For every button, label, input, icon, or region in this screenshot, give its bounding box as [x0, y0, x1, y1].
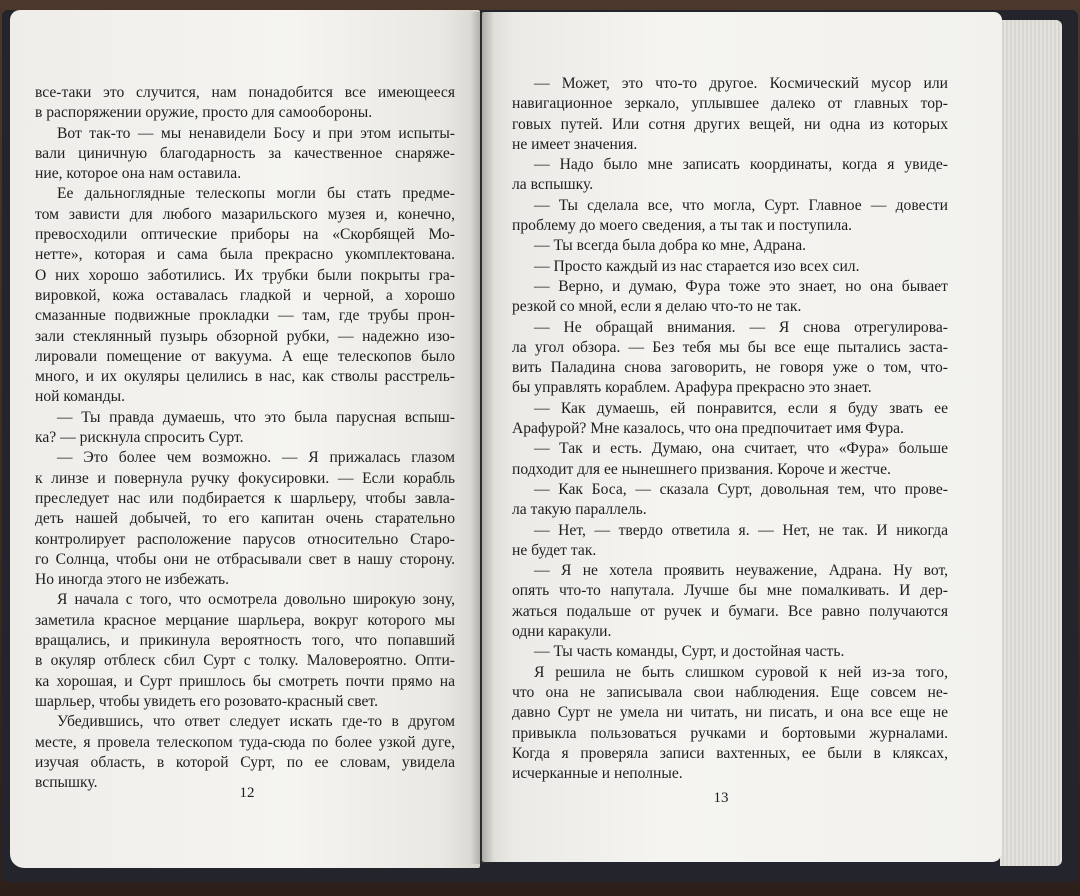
text-line: — Надо было мне записать координаты, когда я увиде- — [534, 156, 948, 174]
text-line: ла угол обзора. — Без тебя мы бы все еще пытались заста- — [512, 338, 948, 356]
text-line: изучая область, в которой Сурт, по ее словам, увидела — [35, 753, 455, 771]
text-line: — Это более чем возможно. — Я прижалась глазом — [57, 449, 455, 467]
text-line: — Ты сделала все, что могла, Сурт. Главное — довести — [534, 196, 948, 214]
text-line: к линзе и повернула ручку фокусировки. — Если корабль — [35, 469, 455, 487]
text-line: резкой со мной, если я делаю что-то не так. — [512, 298, 802, 316]
text-line: в окуляр отблеск сбил Сурт с толку. Маловероятно. Опти- — [35, 652, 455, 670]
text-line: лировали помещение от вакуума. А еще телескопов было — [35, 347, 455, 365]
text-line: вспышку. — [35, 774, 98, 792]
text-line: — Я не хотела проявить неуважение, Адрана. Ну вот, — [534, 562, 948, 580]
text-line: не имеет значения. — [512, 135, 638, 153]
text-line: деть нашей добычей, то его капитан очень старательно — [35, 510, 455, 528]
text-line: Вот так-то — мы ненавидели Босу и при этом испыты- — [57, 124, 455, 142]
text-line: что она не записывала свои наблюдения. Еще совсем не- — [512, 683, 948, 701]
text-line: вировкой, кожа оставалась гладкой и черной, а хорошо — [35, 286, 455, 304]
text-line: ной команды. — [35, 388, 126, 406]
text-line: опять что-то напутала. Лучше бы мне помалкивать. И дер- — [512, 582, 948, 600]
page-edges — [1000, 20, 1062, 866]
text-line: контролирует расположение парусов относительно Старо- — [35, 530, 455, 548]
text-line: О них хорошо заботились. Их трубки были покрыты гра- — [35, 266, 455, 284]
text-line: Когда я проверяла записи вахтенных, ее были в кляксах, — [512, 744, 948, 762]
text-line: ние, которое она нам оставила. — [35, 165, 242, 183]
text-line: ла вспышку. — [512, 176, 594, 194]
text-line: заметила красное мерцание шарльера, вокруг которого мы — [35, 611, 455, 629]
left-page-number: 12 — [239, 785, 255, 801]
text-line: Арафурой? Мне казалось, что она предпочитает имя Фура. — [512, 420, 904, 438]
text-line: одни каракули. — [512, 623, 612, 641]
text-line: смазанные подвижные прокладки — там, где трубы прон- — [35, 307, 455, 325]
text-line: — Не обращай внимания. — Я снова отрегулирова- — [534, 318, 948, 336]
text-line: том зависти для любого мазарильского музея и, конечно, — [35, 205, 455, 223]
text-line: проблему до моего сведения, а ты так и поступила. — [512, 217, 853, 235]
text-line: ла такую параллель. — [512, 501, 647, 519]
text-line: много, и их окуляры целились в нас, как стволы расстрель- — [35, 368, 455, 386]
text-line: подходит для ее нынешнего призвания. Короче и жестче. — [512, 460, 891, 478]
text-line: — Ты правда думаешь, что это была парусная вспыш- — [57, 408, 455, 426]
text-line: — Нет, — твердо ответила я. — Нет, не так. И никогда — [534, 521, 948, 539]
text-line: — Как Боса, — сказала Сурт, довольная тем, что прове- — [534, 480, 948, 498]
text-line: вращались, и прикинула вероятность того, что попавший — [35, 632, 455, 650]
text-line: давно Сурт не умела ни читать, ни писать, и она все еще не — [512, 704, 948, 722]
text-line: — Как думаешь, ей понравится, если я буду звать ее — [534, 399, 948, 417]
text-line: ка хорошая, и Сурт пришлось бы смотреть почти прямо на — [35, 672, 455, 690]
text-line: — Может, это что-то другое. Космический мусор или — [534, 75, 948, 92]
text-line: — Просто каждый из нас старается изо всех сил. — [534, 257, 860, 275]
left-page — [10, 10, 480, 868]
text-line: преследует нас или подбирается к шарльеру, чтобы завла- — [35, 489, 455, 507]
text-line: Я решила не быть слишком суровой к ней из-за того, — [534, 663, 948, 681]
right-page-number: 13 — [713, 790, 729, 806]
text-line: вали циничную благодарность за качественное снаряже- — [35, 144, 455, 162]
text-line: — Так и есть. Думаю, она считает, что «Фура» больше — [534, 440, 948, 458]
text-line: все-таки это случится, нам понадобится все имеющееся — [35, 84, 455, 101]
text-line: в распоряжении оружие, просто для самообороны. — [35, 104, 373, 122]
text-line: превосходили оптические приборы на «Скорбящей Мо- — [35, 226, 455, 244]
text-line: Но иногда этого не избежать. — [35, 571, 230, 589]
left-page-text — [35, 83, 455, 793]
text-line: вить Паладина снова заговорить, не говоря уже о том, что- — [512, 359, 948, 377]
text-line: жаться подальше от ручек и бумаги. Все равно получаются — [512, 602, 948, 620]
book-gutter — [470, 12, 494, 864]
text-line: Ее дальноглядные телескопы могли бы стать предме- — [57, 185, 455, 203]
text-line: Я начала с того, что осмотрела довольно широкую зону, — [57, 591, 455, 609]
text-line: Убедившись, что ответ следует искать где-то в другом — [57, 713, 455, 731]
text-line: зали стеклянный пузырь обзорной рубки, — надежно изо- — [35, 327, 455, 345]
text-line: не будет так. — [512, 541, 597, 559]
text-line: — Ты всегда была добра ко мне, Адрана. — [534, 237, 807, 255]
text-line: привыкла пользоваться ручками и бортовыми журналами. — [512, 724, 948, 742]
text-line: месте, я провела телескопом туда-сюда по более узкой дуге, — [35, 733, 455, 751]
text-line: исчерканные и неполные. — [512, 765, 683, 783]
text-line: го Солнца, чтобы они не отбрасывали свет в нашу сторону. — [35, 550, 455, 568]
text-line: бы управлять кораблем. Арафура прекрасно это знает. — [512, 379, 872, 397]
right-page-text — [512, 74, 948, 784]
text-line: — Ты часть команды, Сурт, и достойная часть. — [534, 643, 845, 661]
text-line: нетте», которая и сама была прекрасно укомплектована. — [35, 246, 455, 264]
text-line: говых путей. Или сотня других вещей, ни одна из которых — [512, 115, 948, 133]
text-line: ка? — рискнула спросить Сурт. — [35, 429, 244, 447]
text-line: навигационное зеркало, уплывшее далеко от главных тор- — [512, 95, 948, 113]
right-page — [482, 12, 1002, 862]
text-line: шарльер, чтобы увидеть его розовато-красный свет. — [35, 692, 378, 710]
text-line: — Верно, и думаю, Фура тоже это знает, но она бывает — [534, 277, 948, 295]
